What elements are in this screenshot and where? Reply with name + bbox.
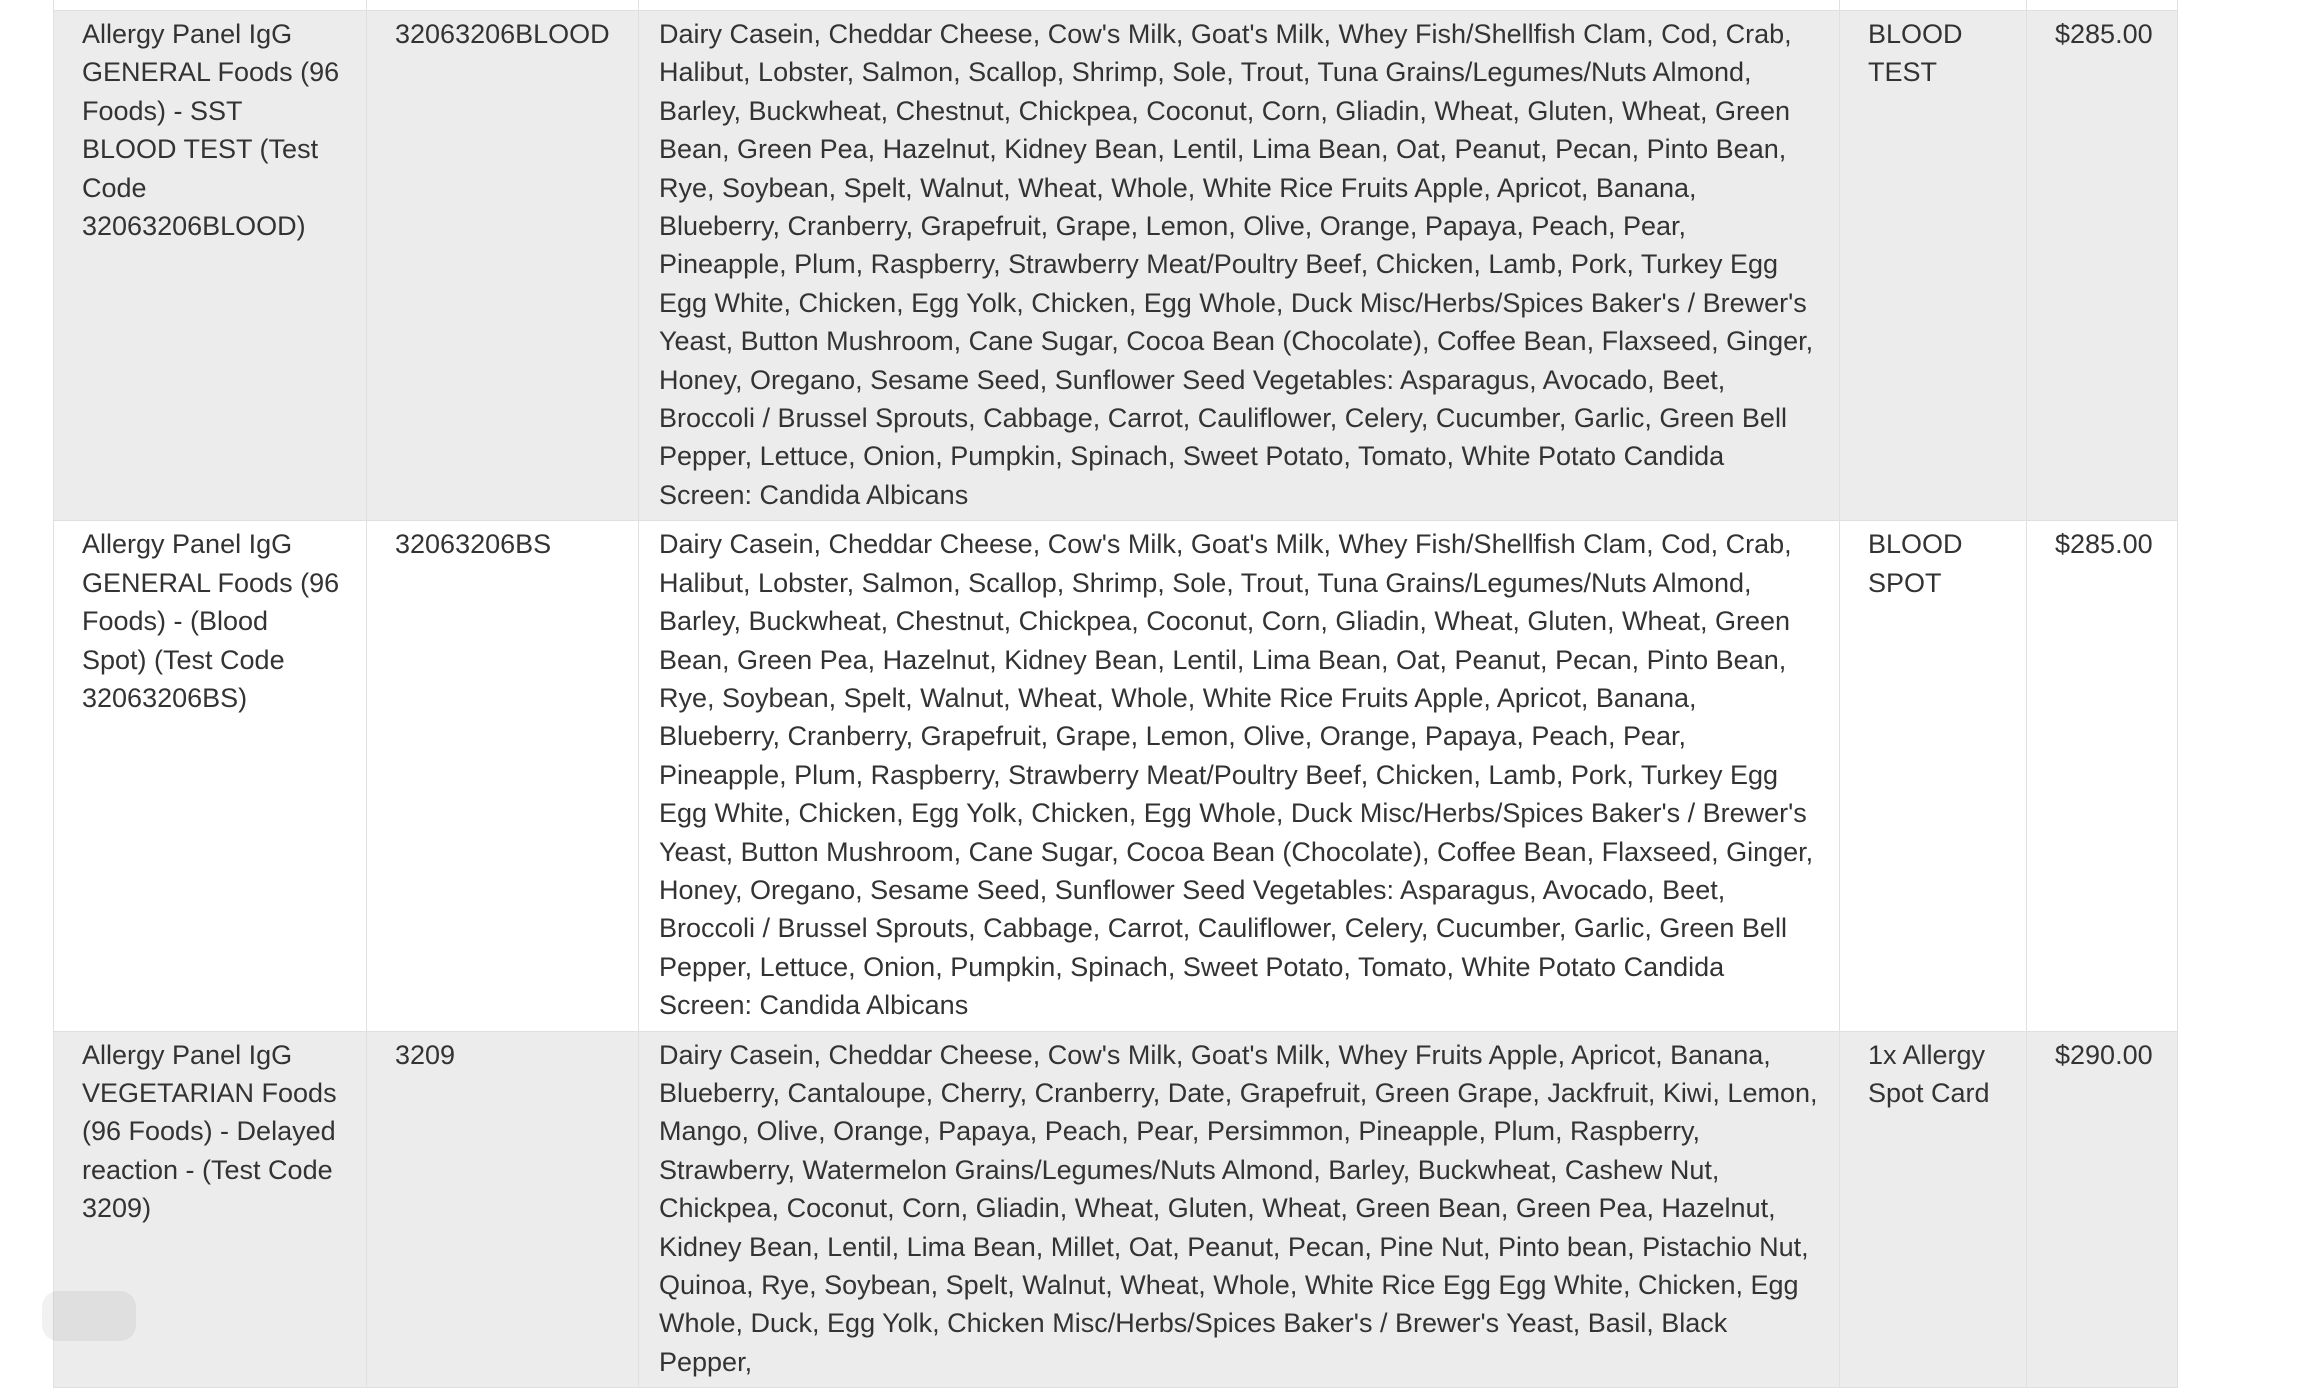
test-code: 3209 [367,1031,639,1388]
partial-cell [1840,0,2027,11]
test-code: 32063206BS [367,521,639,1031]
test-code: 32063206BLOOD [367,11,639,521]
horizontal-scrollbar-thumb[interactable] [42,1291,136,1341]
table-row-partial [54,0,2178,11]
test-name: Allergy Panel IgG GENERAL Foods (96 Foods) - SST BLOOD TEST (Test Code 32063206BLOOD) [54,11,367,521]
test-description: Dairy Casein, Cheddar Cheese, Cow's Milk, Goat's Milk, Whey Fish/Shellfish Clam, Cod, Crab, Halibut, Lobster, Salmon, Scallop, Shrimp, Sole, Trout, Tuna Grains/Legumes/Nuts Almond, Barley, Buckwheat, Chestnut, Chickpea, Coconut, Corn, Gliadin, Wheat, Gluten, Wheat, Green Bean, Green Pea, Hazelnut, Kidney Bean, Lentil, Lima Bean, Oat, Peanut, Pecan, Pinto Bean, Rye, Soybean, Spelt, Walnut, Wheat, Whole, White Rice Fruits Apple, Apricot, Banana, Blueberry, Cranberry, Grapefruit, Grape, Lemon, Olive, Orange, Papaya, Peach, Pear, Pineapple, Plum, Raspberry, Strawberry Meat/Poultry Beef, Chicken, Lamb, Pork, Turkey Egg Egg White, Chicken, Egg Yolk, Chicken, Egg Whole, Duck Misc/Herbs/Spices Baker's / Brewer's Yeast, Button Mushroom, Cane Sugar, Cocoa Bean (Chocolate), Coffee Bean, Flaxseed, Ginger, Honey, Oregano, Sesame Seed, Sunflower Seed Vegetables: Asparagus, Avocado, Beet, Broccoli / Brussel Sprouts, Cabbage, Carrot, Cauliflower, Celery, Cucumber, Garlic, Green Bell Pepper, Lettuce, Onion, Pumpkin, Spinach, Sweet Potato, Tomato, White Potato Candida Screen: Candida Albicans [639,521,1840,1031]
sample-type: BLOOD SPOT [1840,521,2027,1031]
table-row [54,11,2178,521]
test-description: Dairy Casein, Cheddar Cheese, Cow's Milk, Goat's Milk, Whey Fish/Shellfish Clam, Cod, Crab, Halibut, Lobster, Salmon, Scallop, Shrimp, Sole, Trout, Tuna Grains/Legumes/Nuts Almond, Barley, Buckwheat, Chestnut, Chickpea, Coconut, Corn, Gliadin, Wheat, Gluten, Wheat, Green Bean, Green Pea, Hazelnut, Kidney Bean, Lentil, Lima Bean, Oat, Peanut, Pecan, Pinto Bean, Rye, Soybean, Spelt, Walnut, Wheat, Whole, White Rice Fruits Apple, Apricot, Banana, Blueberry, Cranberry, Grapefruit, Grape, Lemon, Olive, Orange, Papaya, Peach, Pear, Pineapple, Plum, Raspberry, Strawberry Meat/Poultry Beef, Chicken, Lamb, Pork, Turkey Egg Egg White, Chicken, Egg Yolk, Chicken, Egg Whole, Duck Misc/Herbs/Spices Baker's / Brewer's Yeast, Button Mushroom, Cane Sugar, Cocoa Bean (Chocolate), Coffee Bean, Flaxseed, Ginger, Honey, Oregano, Sesame Seed, Sunflower Seed Vegetables: Asparagus, Avocado, Beet, Broccoli / Brussel Sprouts, Cabbage, Carrot, Cauliflower, Celery, Cucumber, Garlic, Green Bell Pepper, Lettuce, Onion, Pumpkin, Spinach, Sweet Potato, Tomato, White Potato Candida Screen: Candida Albicans [639,11,1840,521]
test-price: $290.00 [2027,1031,2178,1388]
test-price: $285.00 [2027,521,2178,1031]
test-description: Dairy Casein, Cheddar Cheese, Cow's Milk, Goat's Milk, Whey Fruits Apple, Apricot, Banana, Blueberry, Cantaloupe, Cherry, Cranberry, Date, Grapefruit, Green Grape, Jackfruit, Kiwi, Lemon, Mango, Olive, Orange, Papaya, Peach, Pear, Persimmon, Pineapple, Plum, Raspberry, Strawberry, Watermelon Grains/Legumes/Nuts Almond, Barley, Buckwheat, Cashew Nut, Chickpea, Coconut, Corn, Gliadin, Wheat, Gluten, Wheat, Green Bean, Green Pea, Hazelnut, Kidney Bean, Lentil, Lima Bean, Millet, Oat, Peanut, Pecan, Pine Nut, Pinto bean, Pistachio Nut, Quinoa, Rye, Soybean, Spelt, Walnut, Wheat, Whole, White Rice Egg Egg White, Chicken, Egg Whole, Duck, Egg Yolk, Chicken Misc/Herbs/Spices Baker's / Brewer's Yeast, Basil, Black Pepper, [639,1031,1840,1388]
partial-cell [2027,0,2178,11]
table-row [54,521,2178,1031]
partial-cell [639,0,1840,11]
test-name: Allergy Panel IgG GENERAL Foods (96 Foods) - (Blood Spot) (Test Code 32063206BS) [54,521,367,1031]
table-row [54,1031,2178,1388]
partial-cell [54,0,367,11]
sample-type: BLOOD TEST [1840,11,2027,521]
test-price: $285.00 [2027,11,2178,521]
sample-type: 1x Allergy Spot Card [1840,1031,2027,1388]
allergy-tests-table [53,0,2178,1388]
partial-cell [367,0,639,11]
test-name: Allergy Panel IgG VEGETARIAN Foods (96 Foods) - Delayed reaction - (Test Code 3209) [54,1031,367,1388]
